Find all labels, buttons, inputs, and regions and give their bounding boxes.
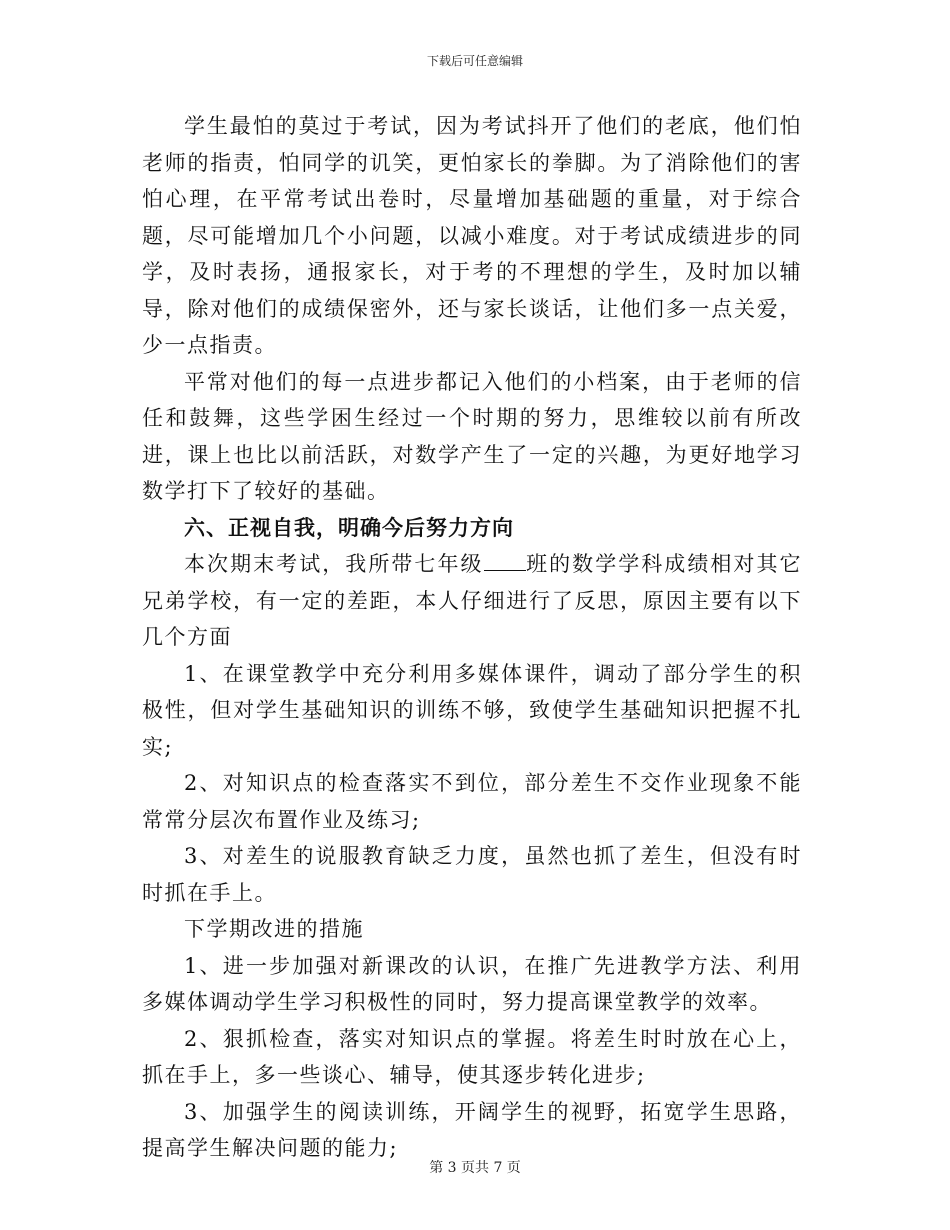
page-number: 第 3 页共 7 页 [429, 1160, 521, 1176]
improvement-heading: 下学期改进的措施 [184, 917, 364, 941]
class-number-blank [484, 552, 526, 571]
improvement-item-1: 1、进一步加强对新课改的认识，在推广先进教学方法、利用多媒体调动学生学习积极性的同时，努力提高课堂教学的效率。 [142, 953, 802, 1014]
reason-item-1: 1、在课堂教学中充分利用多媒体课件，调动了部分学生的积极性，但对学生基础知识的训练不够，致使学生基础知识把握不扎实; [142, 661, 802, 759]
page-header: 下载后可任意编辑 [426, 54, 523, 68]
paragraph-exam-fear: 学生最怕的莫过于考试，因为考试抖开了他们的老底，他们怕老师的指责，怕同学的讥笑，更怕家长的拳脚。为了消除他们的害怕心理，在平常考试出卷时，尽量增加基础题的重量，对于综合题，尽可能增加几个小问题，以减小难度。对于考试成绩进步的同学，及时表扬，通报家长，对于考的不理想的学生，及时加以辅导，除对他们的成绩保密外，还与家长谈话，让他们多一点关爱，少一点指责。 [142, 114, 802, 357]
improvement-item-2: 2、狠抓检查，落实对知识点的掌握。将差生时时放在心上，抓在手上，多一些谈心、辅导，使其逐步转化进步; [142, 1026, 802, 1087]
reason-item-2: 2、对知识点的检查落实不到位，部分差生不交作业现象不能常常分层次布置作业及练习; [142, 771, 802, 832]
paragraph-final-exam [142, 546, 802, 656]
reason-item-3: 3、对差生的说服教育缺乏力度，虽然也抓了差生，但没有时时抓在手上。 [142, 844, 802, 905]
document-body [142, 108, 802, 1167]
paragraph-progress-record: 平常对他们的每一点进步都记入他们的小档案，由于老师的信任和鼓舞，这些学困生经过一个时期的努力，思维较以前有所改进，课上也比以前活跃，对数学产生了一定的兴趣，为更好地学习数学打下了较好的基础。 [142, 369, 802, 503]
improvement-item-3: 3、加强学生的阅读训练，开阔学生的视野，拓宽学生思路，提高学生解决问题的能力; [142, 1099, 802, 1160]
paragraph-final-exam-end: 班的数学学科成绩相对其它兄弟学校，有一定的差距，本人仔细进行了反思，原因主要有以下几个方面 [142, 552, 803, 649]
section-heading: 六、正视自我，明确今后努力方向 [184, 514, 514, 540]
paragraph-final-exam-start: 本次期末考试，我所带七年级 [184, 552, 484, 576]
